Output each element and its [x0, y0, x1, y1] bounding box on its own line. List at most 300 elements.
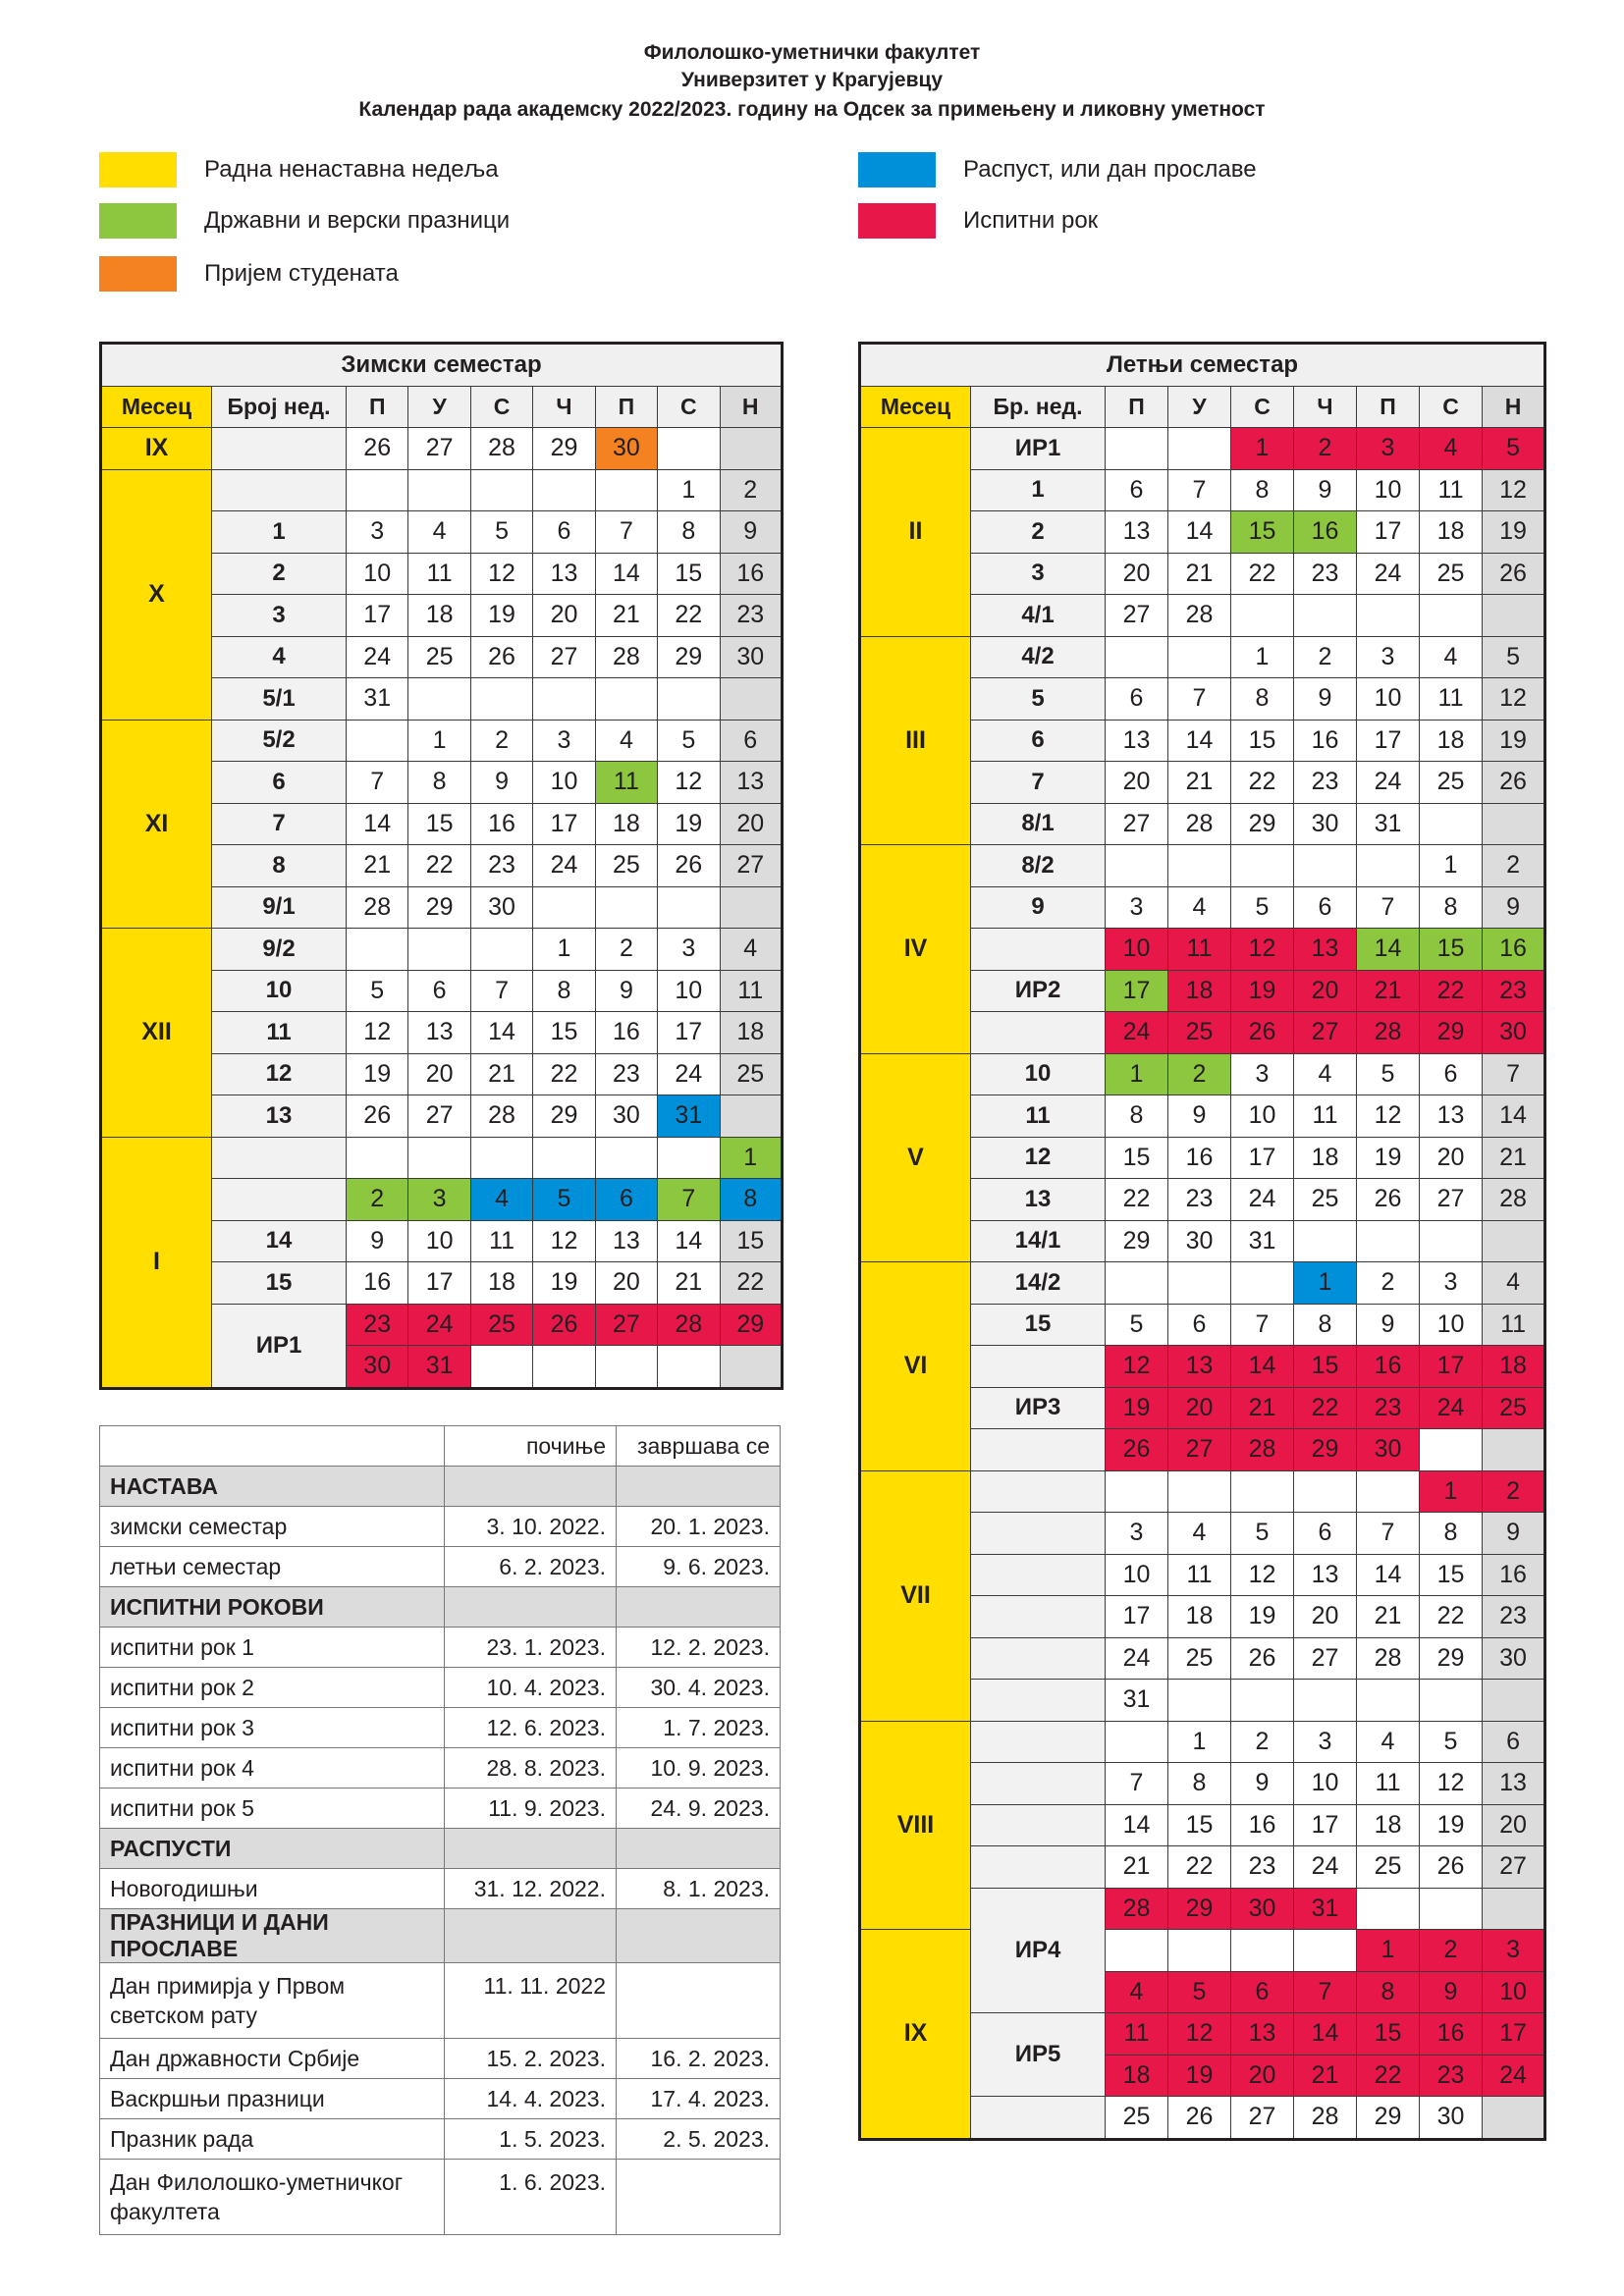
day-cell: 22 [1106, 1179, 1168, 1221]
day-cell: 20 [595, 1262, 657, 1305]
day-cell: 6 [1294, 1513, 1357, 1555]
day-cell: 23 [1231, 1846, 1294, 1889]
day-cell [658, 1346, 720, 1389]
day-cell [595, 1346, 657, 1389]
event-label: Дан примирја у Првом светском рату [100, 1963, 445, 2039]
day-cell: 25 [470, 1304, 532, 1346]
day-cell: 7 [1294, 1971, 1357, 2013]
day-cell [1294, 1930, 1357, 1972]
day-cell: 20 [1294, 1596, 1357, 1638]
day-cell [1483, 1429, 1545, 1471]
day-cell: 30 [720, 636, 782, 678]
day-cell [408, 1137, 470, 1179]
week-row [860, 636, 1545, 678]
day-cell [533, 1346, 595, 1389]
day-cell: 10 [1357, 678, 1420, 721]
day-cell: 1 [1168, 1721, 1231, 1763]
day-cell: 11 [1420, 469, 1483, 511]
week-number-cell: 5/2 [212, 720, 347, 762]
day-cell: 11 [1294, 1095, 1357, 1138]
week-number-cell [212, 1179, 347, 1221]
day-cell: 11 [1483, 1304, 1545, 1346]
day-cell [1106, 1721, 1168, 1763]
day-cell [595, 886, 657, 929]
day-cell: 1 [1294, 1262, 1357, 1305]
day-cell: 6 [1483, 1721, 1545, 1763]
day-cell: 8 [1231, 678, 1294, 721]
day-cell: 19 [1231, 1596, 1294, 1638]
day-cell: 22 [1231, 553, 1294, 595]
day-cell [1106, 1262, 1168, 1305]
event-label: испитни рок 4 [100, 1748, 445, 1789]
weekday-header: С [470, 386, 532, 428]
start-date: 14. 4. 2023. [445, 2079, 617, 2119]
summary-row [100, 1869, 781, 1909]
week-number-cell: 8 [212, 845, 347, 887]
day-cell: 5 [1231, 1513, 1294, 1555]
empty-cell [445, 1909, 617, 1963]
day-cell [1168, 1680, 1231, 1722]
day-cell: 22 [1294, 1387, 1357, 1429]
day-cell [595, 469, 657, 511]
day-cell: 10 [1106, 929, 1168, 971]
week-header: Број нед. [212, 386, 347, 428]
event-label: Дан државности Србије [100, 2039, 445, 2079]
month-header: Месец [101, 386, 212, 428]
day-cell: 8 [1357, 1971, 1420, 2013]
day-cell: 30 [347, 1346, 408, 1389]
day-cell: 23 [1483, 970, 1545, 1012]
section-title: РАСПУСТИ [100, 1829, 445, 1869]
day-cell: 4 [1168, 1513, 1231, 1555]
week-number-cell: 8/2 [971, 845, 1106, 887]
university-name: Универзитет у Крагујевцу [680, 69, 944, 91]
week-number-cell: 9/1 [212, 886, 347, 929]
weekday-header: С [1231, 386, 1294, 428]
week-number-cell: 3 [971, 553, 1106, 595]
day-cell: 30 [1483, 1012, 1545, 1054]
legend-item [858, 203, 1099, 239]
day-cell: 2 [1483, 1470, 1545, 1513]
day-cell: 2 [1357, 1262, 1420, 1305]
month-cell: V [860, 1053, 971, 1262]
week-row [860, 1721, 1545, 1763]
day-cell: 2 [595, 929, 657, 971]
day-cell: 28 [1168, 803, 1231, 845]
day-cell [1231, 595, 1294, 637]
day-cell: 19 [470, 595, 532, 637]
day-cell [1294, 845, 1357, 887]
day-cell: 13 [1420, 1095, 1483, 1138]
day-cell: 24 [1294, 1846, 1357, 1889]
day-cell [1357, 1470, 1420, 1513]
day-cell: 16 [1231, 1804, 1294, 1846]
month-cell: IX [101, 428, 212, 470]
day-cell: 6 [1168, 1304, 1231, 1346]
day-cell: 4 [470, 1179, 532, 1221]
empty-cell [617, 1467, 781, 1507]
day-cell [470, 1137, 532, 1179]
month-header: Месец [860, 386, 971, 428]
day-cell [1231, 845, 1294, 887]
week-number-cell: ИР3 [971, 1387, 1106, 1429]
day-cell: 6 [1420, 1053, 1483, 1095]
weekday-header: П [595, 386, 657, 428]
day-cell: 8 [1294, 1304, 1357, 1346]
week-row [860, 1262, 1545, 1305]
start-column-header: почиње [445, 1426, 617, 1467]
day-cell: 29 [1106, 1220, 1168, 1262]
day-cell: 23 [1483, 1596, 1545, 1638]
day-cell: 8 [408, 762, 470, 804]
day-cell: 9 [470, 762, 532, 804]
day-cell: 22 [1420, 970, 1483, 1012]
day-cell: 14 [1168, 720, 1231, 762]
day-cell: 3 [347, 511, 408, 554]
end-date: 20. 1. 2023. [617, 1507, 781, 1547]
schedule-summary-table [99, 1425, 781, 2235]
day-cell: 17 [1357, 511, 1420, 554]
day-cell [1294, 1220, 1357, 1262]
day-cell: 6 [1231, 1971, 1294, 2013]
week-row [101, 469, 783, 511]
month-cell: XI [101, 720, 212, 929]
start-date: 23. 1. 2023. [445, 1628, 617, 1668]
day-cell: 24 [533, 845, 595, 887]
day-cell: 5 [1483, 428, 1545, 470]
day-cell: 1 [1231, 636, 1294, 678]
day-cell: 15 [1168, 1804, 1231, 1846]
empty-cell [617, 1909, 781, 1963]
day-cell: 25 [595, 845, 657, 887]
week-row [101, 929, 783, 971]
legend-item [99, 203, 511, 239]
day-cell: 3 [408, 1179, 470, 1221]
day-cell: 5 [1483, 636, 1545, 678]
week-number-cell [971, 1637, 1106, 1680]
day-cell: 9 [1294, 469, 1357, 511]
day-cell: 16 [595, 1012, 657, 1054]
day-cell: 12 [1357, 1095, 1420, 1138]
weekday-header: С [1420, 386, 1483, 428]
day-cell: 12 [1483, 469, 1545, 511]
day-cell [1106, 845, 1168, 887]
month-cell: VI [860, 1262, 971, 1471]
day-cell: 16 [1357, 1346, 1420, 1388]
summary-row [100, 1708, 781, 1748]
day-cell: 6 [408, 970, 470, 1012]
day-cell: 7 [347, 762, 408, 804]
day-cell: 26 [533, 1304, 595, 1346]
day-cell: 14 [595, 553, 657, 595]
day-cell: 28 [1168, 595, 1231, 637]
day-cell: 18 [1106, 2055, 1168, 2097]
day-cell: 25 [1294, 1179, 1357, 1221]
winter-semester-table [99, 342, 784, 1390]
day-cell: 22 [1168, 1846, 1231, 1889]
day-cell: 12 [658, 762, 720, 804]
start-date: 28. 8. 2023. [445, 1748, 617, 1789]
day-cell: 27 [1106, 595, 1168, 637]
day-cell [1231, 1470, 1294, 1513]
day-cell: 27 [1483, 1846, 1545, 1889]
day-cell: 18 [408, 595, 470, 637]
summary-row [100, 1507, 781, 1547]
day-cell: 17 [1294, 1804, 1357, 1846]
day-cell: 17 [1420, 1346, 1483, 1388]
day-cell: 22 [1420, 1596, 1483, 1638]
day-cell: 31 [658, 1095, 720, 1138]
start-date: 31. 12. 2022. [445, 1869, 617, 1909]
day-cell: 3 [1106, 886, 1168, 929]
empty-cell [617, 1587, 781, 1628]
day-cell [658, 678, 720, 721]
day-cell: 3 [1357, 636, 1420, 678]
day-cell: 17 [533, 803, 595, 845]
week-row [860, 428, 1545, 470]
weekday-header: С [658, 386, 720, 428]
week-number-cell: 13 [212, 1095, 347, 1138]
day-cell: 2 [347, 1179, 408, 1221]
start-date: 1. 5. 2023. [445, 2119, 617, 2160]
legend-item [858, 152, 1257, 187]
day-cell: 30 [1483, 1637, 1545, 1680]
end-date [617, 1963, 781, 2039]
day-cell: 11 [1168, 929, 1231, 971]
day-cell: 8 [1420, 886, 1483, 929]
day-cell [1168, 428, 1231, 470]
day-cell: 26 [1106, 1429, 1168, 1471]
summary-row [100, 1628, 781, 1668]
day-cell: 15 [1231, 720, 1294, 762]
week-number-cell: ИР4 [971, 1888, 1106, 2013]
day-cell: 17 [1357, 720, 1420, 762]
summary-row [100, 1789, 781, 1829]
day-cell [1483, 1680, 1545, 1722]
day-cell: 7 [658, 1179, 720, 1221]
legend-label: Распуст, или дан прославе [963, 156, 1257, 183]
day-cell: 1 [1106, 1053, 1168, 1095]
day-cell: 27 [1294, 1012, 1357, 1054]
day-cell: 7 [470, 970, 532, 1012]
day-cell: 25 [720, 1053, 782, 1095]
section-row [100, 1909, 781, 1963]
day-cell: 13 [1106, 720, 1168, 762]
day-cell [658, 886, 720, 929]
semester-title: Зимски семестар [101, 344, 783, 387]
week-number-cell [971, 1346, 1106, 1388]
day-cell: 22 [533, 1053, 595, 1095]
day-cell: 17 [1106, 1596, 1168, 1638]
day-cell [1168, 636, 1231, 678]
day-cell: 9 [720, 511, 782, 554]
week-number-cell [212, 428, 347, 470]
day-cell: 16 [347, 1262, 408, 1305]
week-number-cell: 6 [212, 762, 347, 804]
day-cell: 28 [1357, 1637, 1420, 1680]
summary-row [100, 2079, 781, 2119]
day-cell: 28 [470, 428, 532, 470]
day-cell: 11 [1168, 1554, 1231, 1596]
day-cell: 20 [1106, 762, 1168, 804]
day-cell: 7 [1357, 1513, 1420, 1555]
week-number-cell: 5/1 [212, 678, 347, 721]
day-cell: 17 [1231, 1137, 1294, 1179]
day-cell: 14 [347, 803, 408, 845]
day-cell: 2 [1294, 428, 1357, 470]
day-cell: 21 [658, 1262, 720, 1305]
day-cell: 27 [1420, 1179, 1483, 1221]
day-cell: 22 [1231, 762, 1294, 804]
day-cell: 3 [533, 720, 595, 762]
day-cell: 7 [595, 511, 657, 554]
event-label: летњи семестар [100, 1547, 445, 1587]
section-row [100, 1587, 781, 1628]
day-cell: 18 [1420, 511, 1483, 554]
day-cell [533, 1137, 595, 1179]
day-cell: 26 [1357, 1179, 1420, 1221]
calendar-title: Календар рада академску 2022/2023. годину на Одсек за примењену и ликовну уметност [358, 98, 1266, 121]
day-cell [720, 1095, 782, 1138]
day-cell: 14 [1294, 2013, 1357, 2056]
day-cell: 19 [1168, 2055, 1231, 2097]
day-cell: 18 [595, 803, 657, 845]
day-cell: 23 [470, 845, 532, 887]
day-cell: 31 [347, 678, 408, 721]
day-cell: 2 [1168, 1053, 1231, 1095]
day-cell [1357, 1888, 1420, 1930]
section-row [100, 1467, 781, 1507]
day-cell [347, 720, 408, 762]
day-cell: 10 [1420, 1304, 1483, 1346]
day-cell: 13 [408, 1012, 470, 1054]
day-cell: 24 [408, 1304, 470, 1346]
day-cell: 21 [1483, 1137, 1545, 1179]
day-cell: 27 [1231, 2097, 1294, 2140]
week-number-cell [971, 929, 1106, 971]
day-cell [1168, 1930, 1231, 1972]
day-cell: 26 [1420, 1846, 1483, 1889]
day-cell: 22 [1357, 2055, 1420, 2097]
day-cell: 29 [1168, 1888, 1231, 1930]
summary-row [100, 1748, 781, 1789]
legend-swatch [99, 152, 177, 187]
day-cell: 25 [408, 636, 470, 678]
day-cell: 24 [1106, 1012, 1168, 1054]
day-cell: 29 [720, 1304, 782, 1346]
day-cell: 16 [1483, 1554, 1545, 1596]
week-number-cell: 15 [971, 1304, 1106, 1346]
day-cell: 1 [1420, 1470, 1483, 1513]
day-cell [658, 1137, 720, 1179]
week-number-cell: 12 [212, 1053, 347, 1095]
day-cell: 28 [658, 1304, 720, 1346]
day-cell: 8 [720, 1179, 782, 1221]
week-number-cell: 10 [212, 970, 347, 1012]
day-cell [1420, 1680, 1483, 1722]
day-cell: 10 [1483, 1971, 1545, 2013]
end-date: 16. 2. 2023. [617, 2039, 781, 2079]
weekday-header: Н [1483, 386, 1545, 428]
day-cell: 31 [408, 1346, 470, 1389]
month-cell: XII [101, 929, 212, 1138]
end-date: 1. 7. 2023. [617, 1708, 781, 1748]
day-cell: 26 [347, 428, 408, 470]
day-cell: 21 [347, 845, 408, 887]
day-cell: 4 [1420, 636, 1483, 678]
day-cell: 14 [1106, 1804, 1168, 1846]
day-cell: 13 [1106, 511, 1168, 554]
week-number-cell: ИР2 [971, 970, 1106, 1012]
week-number-cell: 7 [212, 803, 347, 845]
day-cell: 5 [1420, 1721, 1483, 1763]
day-cell [720, 678, 782, 721]
day-cell: 15 [533, 1012, 595, 1054]
weekday-header: У [408, 386, 470, 428]
day-cell: 27 [533, 636, 595, 678]
day-cell: 23 [1294, 762, 1357, 804]
day-cell: 3 [1483, 1930, 1545, 1972]
day-cell [595, 1137, 657, 1179]
day-cell [1357, 1680, 1420, 1722]
day-cell [347, 469, 408, 511]
day-cell: 12 [1168, 2013, 1231, 2056]
day-cell: 7 [1483, 1053, 1545, 1095]
day-cell: 8 [1231, 469, 1294, 511]
month-cell: I [101, 1137, 212, 1388]
day-cell: 11 [1420, 678, 1483, 721]
end-date: 30. 4. 2023. [617, 1668, 781, 1708]
day-cell: 27 [720, 845, 782, 887]
start-date: 3. 10. 2022. [445, 1507, 617, 1547]
day-cell: 19 [347, 1053, 408, 1095]
start-date: 12. 6. 2023. [445, 1708, 617, 1748]
day-cell [1483, 803, 1545, 845]
day-cell: 24 [1231, 1179, 1294, 1221]
day-cell [1483, 1888, 1545, 1930]
week-number-cell: 6 [971, 720, 1106, 762]
day-cell: 9 [347, 1220, 408, 1262]
day-cell: 26 [658, 845, 720, 887]
day-cell: 24 [1420, 1387, 1483, 1429]
day-cell: 27 [1168, 1429, 1231, 1471]
day-cell: 28 [347, 886, 408, 929]
day-cell: 23 [1168, 1179, 1231, 1221]
weekday-header: Ч [1294, 386, 1357, 428]
day-cell: 15 [1294, 1346, 1357, 1388]
day-cell: 21 [1168, 553, 1231, 595]
day-cell: 19 [1106, 1387, 1168, 1429]
week-number-cell: 13 [971, 1179, 1106, 1221]
weekday-header: П [1357, 386, 1420, 428]
day-cell: 23 [720, 595, 782, 637]
week-number-cell: 1 [212, 511, 347, 554]
day-cell: 17 [347, 595, 408, 637]
empty-cell [445, 1587, 617, 1628]
day-cell: 9 [1357, 1304, 1420, 1346]
weekday-header: У [1168, 386, 1231, 428]
day-cell [1420, 1888, 1483, 1930]
day-cell: 10 [533, 762, 595, 804]
day-cell: 9 [1168, 1095, 1231, 1138]
week-header: Бр. нед. [971, 386, 1106, 428]
day-cell: 4 [1483, 1262, 1545, 1305]
day-cell: 20 [1294, 970, 1357, 1012]
day-cell: 12 [1231, 929, 1294, 971]
month-cell: II [860, 428, 971, 637]
day-cell [1420, 1429, 1483, 1471]
day-cell: 10 [1231, 1095, 1294, 1138]
